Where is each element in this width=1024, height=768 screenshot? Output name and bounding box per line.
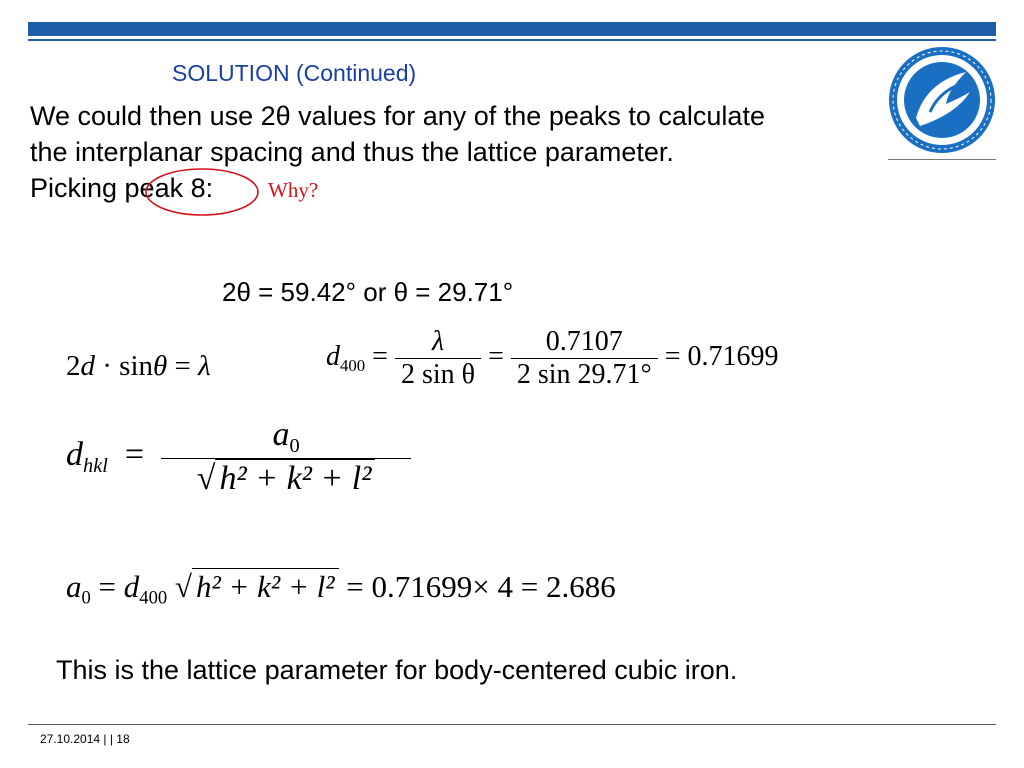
angle-values: 2θ = 59.42° or θ = 29.71° [222, 277, 514, 307]
bragg-equation: 2d · sinθ = λ [66, 350, 211, 382]
annotation-circle [143, 166, 261, 218]
slide-subtitle: SOLUTION (Continued) [172, 60, 417, 86]
dhkl-equation: $d_{hkl}$ = $\frac{a_0}{\text{√ h² + k² + l²}}$ [66, 416, 411, 498]
intro-line-1: We could then use 2θ values for any of the peaks to calculate [30, 101, 765, 131]
footer-date-page: 27.10.2014 | | 18 [40, 732, 130, 746]
footer-divider [28, 724, 996, 725]
intro-line-3: Picking peak 8: [30, 173, 214, 203]
header-bar-thin [28, 39, 996, 41]
d400-fraction-2: $\frac{0.7107}{2 \sin 29.71^\circ}$ [511, 326, 658, 391]
header-bar [28, 22, 996, 36]
a0-equation: $a_0 = d_{400}$ √ h² + k² + l² = 0.71699× 4 = 2.686 [66, 569, 616, 609]
d400-equation: $d_{400}$ = $\frac{\lambda}{\text{2 sin θ}}$ = $\frac{0.7107}{2 \sin 29.71^\circ}$ = 0.71699 [326, 326, 779, 390]
intro-line-2: the interplanar spacing and thus the lattice parameter. [30, 137, 674, 167]
d400-fraction-1: $\frac{\lambda}{\text{2 sin θ}}$ [395, 326, 481, 391]
why-annotation: Why? [268, 178, 319, 202]
dhkl-fraction: $\frac{a_0}{\text{√ h² + k² + l²}}$ [161, 416, 411, 498]
conclusion-text: This is the lattice parameter for body-centered cubic iron. [56, 655, 738, 685]
